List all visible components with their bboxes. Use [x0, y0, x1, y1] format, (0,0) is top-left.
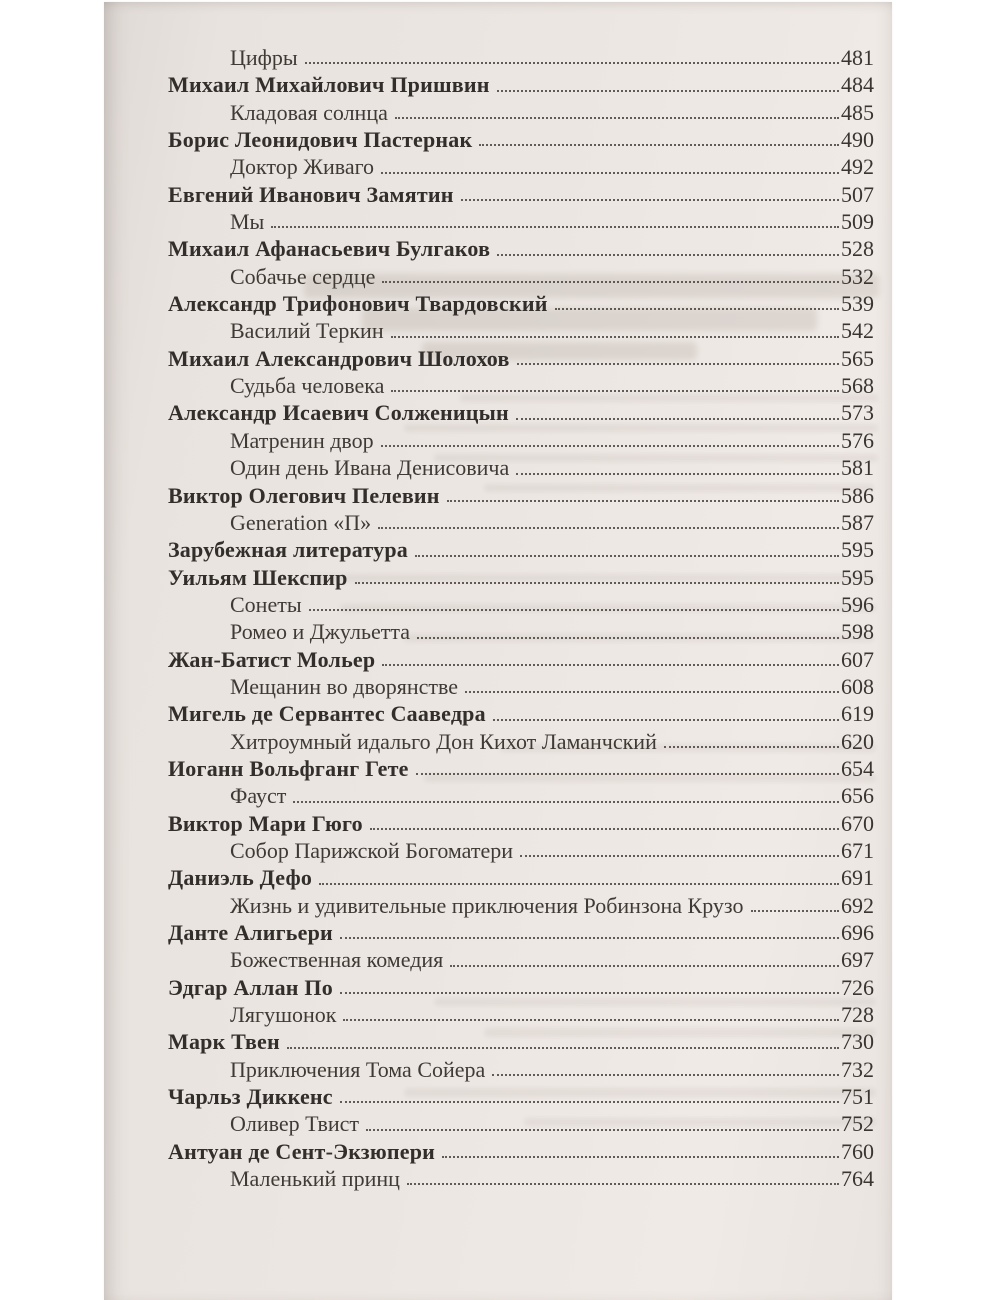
toc-entry [168, 399, 874, 426]
toc-entry-page: 595 [841, 537, 874, 563]
toc-entry [168, 345, 874, 372]
dot-leader [343, 1019, 839, 1021]
toc-entry-title: Ромео и Джульетта [230, 619, 411, 645]
toc-entry-page: 764 [841, 1166, 874, 1192]
toc-entry [168, 673, 874, 700]
toc-entry [168, 99, 874, 126]
toc-entry-page: 670 [841, 810, 874, 836]
toc-entry [168, 44, 874, 71]
toc-entry-title: Марк Твен [168, 1029, 280, 1055]
toc-entry [168, 646, 874, 673]
toc-entry [168, 263, 874, 290]
toc-entry-title: Хитроумный идальго Дон Кихот Ламанчский [230, 728, 657, 754]
toc-entry [168, 782, 874, 809]
toc-entry [168, 564, 874, 591]
toc-entry [168, 290, 874, 317]
dot-leader [497, 254, 839, 256]
dot-leader [340, 937, 839, 939]
toc-entry [168, 755, 874, 782]
dot-leader [517, 363, 839, 365]
toc-entry [168, 1056, 874, 1083]
toc-entry-page: 485 [841, 99, 874, 125]
dot-leader [287, 1047, 839, 1049]
toc-entry-title: Чарльз Диккенс [168, 1084, 333, 1110]
dot-leader [415, 555, 839, 557]
toc-entry-page: 528 [841, 236, 874, 262]
toc-entry-page: 598 [841, 619, 874, 645]
toc-entry [168, 71, 874, 98]
toc-entry-title: Цифры [230, 45, 298, 70]
toc-entry-title: Михаил Михайлович Пришвин [168, 72, 490, 98]
dot-leader [465, 691, 839, 693]
dot-leader [492, 1074, 839, 1076]
dot-leader [340, 1101, 839, 1103]
toc-entry-page: 492 [841, 154, 874, 180]
toc-entry-title: Евгений Иванович Замятин [168, 181, 454, 207]
dot-leader [382, 664, 839, 666]
dot-leader [664, 746, 839, 748]
toc-entry-page: 587 [841, 509, 874, 535]
toc-entry-page: 760 [841, 1138, 874, 1164]
toc-entry-title: Данте Алигьери [168, 920, 333, 945]
toc-entry-title: Фауст [230, 783, 287, 809]
dot-leader [370, 828, 839, 830]
toc-entry [168, 946, 874, 973]
toc-entry [168, 126, 874, 153]
toc-entry [168, 700, 874, 727]
toc-entry-title: Даниэль Дефо [168, 865, 313, 891]
toc-entry-title: Мы [230, 209, 265, 235]
toc-entry [168, 974, 874, 1001]
dot-leader [516, 473, 839, 475]
toc-entry-title: Антуан де Сент-Экзюпери [168, 1138, 435, 1164]
toc-entry-page: 576 [841, 427, 874, 453]
toc-entry [168, 864, 874, 891]
toc-entry-page: 752 [841, 1111, 874, 1137]
toc-entry-page: 532 [841, 263, 874, 289]
dot-leader [555, 308, 839, 310]
toc-entry-title: Собор Парижской Богоматери [230, 837, 514, 863]
toc-entry-title: Иоганн Вольфганг Гете [168, 755, 409, 781]
toc-entry-title: Generation «П» [230, 509, 372, 535]
toc-entry [168, 618, 874, 645]
toc-entry [168, 1028, 874, 1055]
dot-leader [447, 500, 839, 502]
toc-entry-title: Один день Ивана Денисовича [230, 455, 510, 481]
toc-entry-title: Михаил Афанасьевич Булгаков [168, 236, 491, 262]
toc-entry-page: 608 [841, 673, 874, 699]
toc-entry [168, 892, 874, 919]
dot-leader [520, 855, 839, 857]
toc-entry [168, 1138, 874, 1165]
toc-entry-title: Уильям Шекспир [168, 564, 348, 590]
toc-entry-page: 691 [841, 865, 874, 891]
dot-leader [355, 582, 839, 584]
toc-entry-title: Василий Теркин [230, 318, 384, 344]
toc-entry-page: 671 [841, 837, 874, 863]
toc-entry-title: Александр Исаевич Солженицын [168, 400, 509, 426]
toc-entry-title: Оливер Твист [230, 1111, 360, 1137]
paper-page [104, 2, 892, 1300]
toc-entry-title: Зарубежная литература [168, 537, 408, 563]
toc-entry-page: 726 [841, 974, 874, 1000]
dot-leader [378, 527, 839, 529]
dot-leader [340, 992, 839, 994]
toc-entry-title: Виктор Мари Гюго [168, 810, 363, 836]
dot-leader [493, 719, 839, 721]
toc-entry-title: Виктор Олегович Пелевин [168, 482, 440, 508]
toc-entry-page: 573 [841, 400, 874, 426]
toc-entry-page: 490 [841, 127, 874, 153]
toc-entry [168, 728, 874, 755]
dot-leader [450, 965, 839, 967]
toc-entry-title: Приключения Тома Сойера [230, 1056, 486, 1082]
toc-entry-page: 656 [841, 783, 874, 809]
toc-entry-title: Михаил Александрович Шолохов [168, 345, 510, 371]
dot-leader [381, 172, 839, 174]
toc-entry [168, 509, 874, 536]
toc-entry-page: 751 [841, 1084, 874, 1110]
toc-entry-title: Божественная комедия [230, 947, 444, 973]
toc-entry-title: Сонеты [230, 591, 302, 617]
dot-leader [461, 199, 839, 201]
dot-leader [305, 62, 839, 64]
toc-entry-page: 542 [841, 318, 874, 344]
toc-entry-title: Жан-Батист Мольер [168, 646, 376, 672]
dot-leader [293, 801, 839, 803]
toc-entry-page: 728 [841, 1002, 874, 1028]
toc-entry-page: 484 [841, 72, 874, 98]
toc-entry-page: 619 [841, 701, 874, 727]
toc-entry [168, 372, 874, 399]
toc-entry-page: 539 [841, 291, 874, 317]
toc-entry [168, 810, 874, 837]
toc-entry-page: 586 [841, 482, 874, 508]
toc-entry [168, 454, 874, 481]
dot-leader [497, 90, 839, 92]
toc-entry-page: 732 [841, 1056, 874, 1082]
dot-leader [366, 1129, 839, 1131]
toc-entry [168, 317, 874, 344]
dot-leader [319, 883, 839, 885]
dot-leader [391, 390, 839, 392]
toc-entry [168, 1001, 874, 1028]
toc-entry-title: Жизнь и удивительные приключения Робинзона Крузо [230, 892, 744, 918]
toc-entry-title: Доктор Живаго [230, 154, 375, 180]
toc-entry-page: 620 [841, 728, 874, 754]
toc-entry [168, 482, 874, 509]
toc-entry-title: Александр Трифонович Твардовский [168, 291, 548, 317]
toc-entry [168, 1083, 874, 1110]
toc-entry-page: 730 [841, 1029, 874, 1055]
toc-entry-title: Матренин двор [230, 427, 374, 453]
toc-entry-page: 481 [841, 45, 874, 70]
dot-leader [751, 910, 840, 912]
table-of-contents [168, 44, 874, 1192]
dot-leader [395, 117, 839, 119]
toc-entry-page: 595 [841, 564, 874, 590]
toc-entry-title: Эдгар Аллан По [168, 974, 333, 1000]
toc-entry-title: Маленький принц [230, 1166, 400, 1192]
dot-leader [516, 418, 839, 420]
toc-entry-page: 607 [841, 646, 874, 672]
toc-entry-page: 697 [841, 947, 874, 973]
toc-entry-title: Собачье сердце [230, 263, 376, 289]
toc-entry [168, 1110, 874, 1137]
toc-entry-title: Лягушонок [230, 1002, 337, 1028]
toc-entry [168, 208, 874, 235]
dot-leader [381, 445, 839, 447]
toc-entry-title: Судьба человека [230, 373, 385, 399]
toc-entry [168, 837, 874, 864]
toc-entry-page: 696 [841, 920, 874, 945]
toc-entry-page: 568 [841, 373, 874, 399]
dot-leader [271, 226, 839, 228]
toc-entry-page: 507 [841, 181, 874, 207]
toc-entry-title: Борис Леонидович Пастернак [168, 127, 473, 153]
toc-entry [168, 153, 874, 180]
toc-entry-page: 509 [841, 209, 874, 235]
toc-entry [168, 919, 874, 946]
dot-leader [382, 281, 839, 283]
dot-leader [391, 336, 839, 338]
toc-entry-page: 654 [841, 755, 874, 781]
toc-entry-page: 565 [841, 345, 874, 371]
dot-leader [309, 609, 839, 611]
toc-entry-title: Мещанин во дворянстве [230, 673, 459, 699]
toc-entry-page: 692 [841, 892, 874, 918]
toc-entry-page: 581 [841, 455, 874, 481]
toc-entry [168, 1165, 874, 1192]
toc-entry-title: Мигель де Сервантес Сааведра [168, 701, 486, 727]
toc-entry [168, 181, 874, 208]
toc-entry [168, 427, 874, 454]
dot-leader [479, 144, 839, 146]
dot-leader [407, 1183, 839, 1185]
toc-entry [168, 235, 874, 262]
toc-entry [168, 591, 874, 618]
toc-entry-title: Кладовая солнца [230, 99, 388, 125]
dot-leader [442, 1156, 839, 1158]
dot-leader [417, 637, 839, 639]
dot-leader [416, 773, 839, 775]
toc-entry-page: 596 [841, 591, 874, 617]
toc-entry [168, 536, 874, 563]
